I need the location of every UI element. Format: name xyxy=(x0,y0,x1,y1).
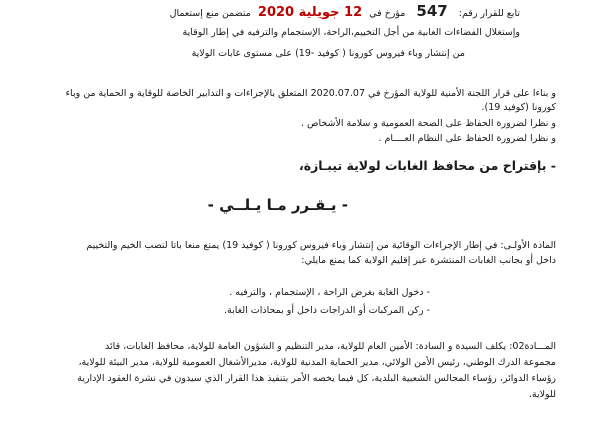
article-1-item-2: - ركن المركبات أو الدراجات داخل أو بمحاذات الغابة. xyxy=(223,305,430,316)
handwritten-date: 12 جويلية 2020 xyxy=(257,5,363,20)
bullet-dash-icon: - xyxy=(423,305,430,316)
consideration-1-line-1: و بناءا على قرار اللجنة الأمنية للولاية المؤرخ في 2020.07.07 المتعلق بالإجراءات و التدابير الخاصة للوقاية و الحماية من وباء xyxy=(65,88,556,99)
bullet-dash-icon: - xyxy=(423,287,430,298)
consideration-2: و نظرا لضرورة الحفاظ على الصحة العمومية و سلامة الأشخاص . xyxy=(300,118,556,129)
consideration-3: و نظرا لضرورة الحفاظ على النظام العــــام . xyxy=(378,133,556,144)
article-1-line-2: داخل أو بجانب الغابات المنتشرة عبر إقليم الولاية كما يمنع مايلي: xyxy=(301,255,556,266)
header-line-2: وإستغلال الفضاءات الغابية من أجل التخييم،الراحة، الإستجمام والترفيه في إطار الوقاية xyxy=(182,27,520,38)
header-line-1 xyxy=(169,2,520,20)
decision-number: 547 xyxy=(416,2,448,20)
decision-title: - يـقـرر مـا يـلــي - xyxy=(207,196,348,214)
date-label: مؤرخ في xyxy=(369,8,406,19)
header-line-3: من إنتشار وباء فيروس كورونا ( كوفيد -19) على مستوى غابات الولاية xyxy=(191,48,465,59)
header-prefix: تابع للقرار رقم: xyxy=(458,8,520,19)
article-2-line-3: رؤساء الدوائر، رؤساء المجالس الشعبية البلدية، كل فيما يخصه الأمر بتنفيذ هذا القرار الذي سيدون في نشرة العقود الإدارية xyxy=(77,373,556,384)
article-1-item-1: - دخول الغابة بغرض الراحة ، الإستجمام ، والترفيه . xyxy=(229,287,430,298)
article-2-line-2: مجموعة الدرك الوطني، رئيس الأمن الولائي، مدير الحماية المدنية للولاية، مديرالأشغال العمومية للولاية، مدير البيئة للولاية، xyxy=(78,357,556,368)
proposal-line: - بإقتراح من محافظ الغابات لولاية تيبـازة، xyxy=(298,158,556,173)
article-2-line-4: للولاية. xyxy=(528,389,556,400)
article-1-line-1: المادة الأولـى: في إطار الإجراءات الوقائية من إنتشار وباء فيروس كورونا ( كوفيد 19) يمنع منعا باتا لتصب الخيم والتخييم xyxy=(86,240,556,251)
consideration-1-line-2: كورونا (كوفيد 19). xyxy=(481,102,556,113)
header-suffix: متضمن منع إستعمال xyxy=(169,8,251,19)
article-2-line-1: المـــادة02: يكلف السيدة و السادة: الأمين العام للولاية، مدير التنظيم و الشؤون العامة للولاية، محافظ الغابات، قائد xyxy=(105,341,556,352)
